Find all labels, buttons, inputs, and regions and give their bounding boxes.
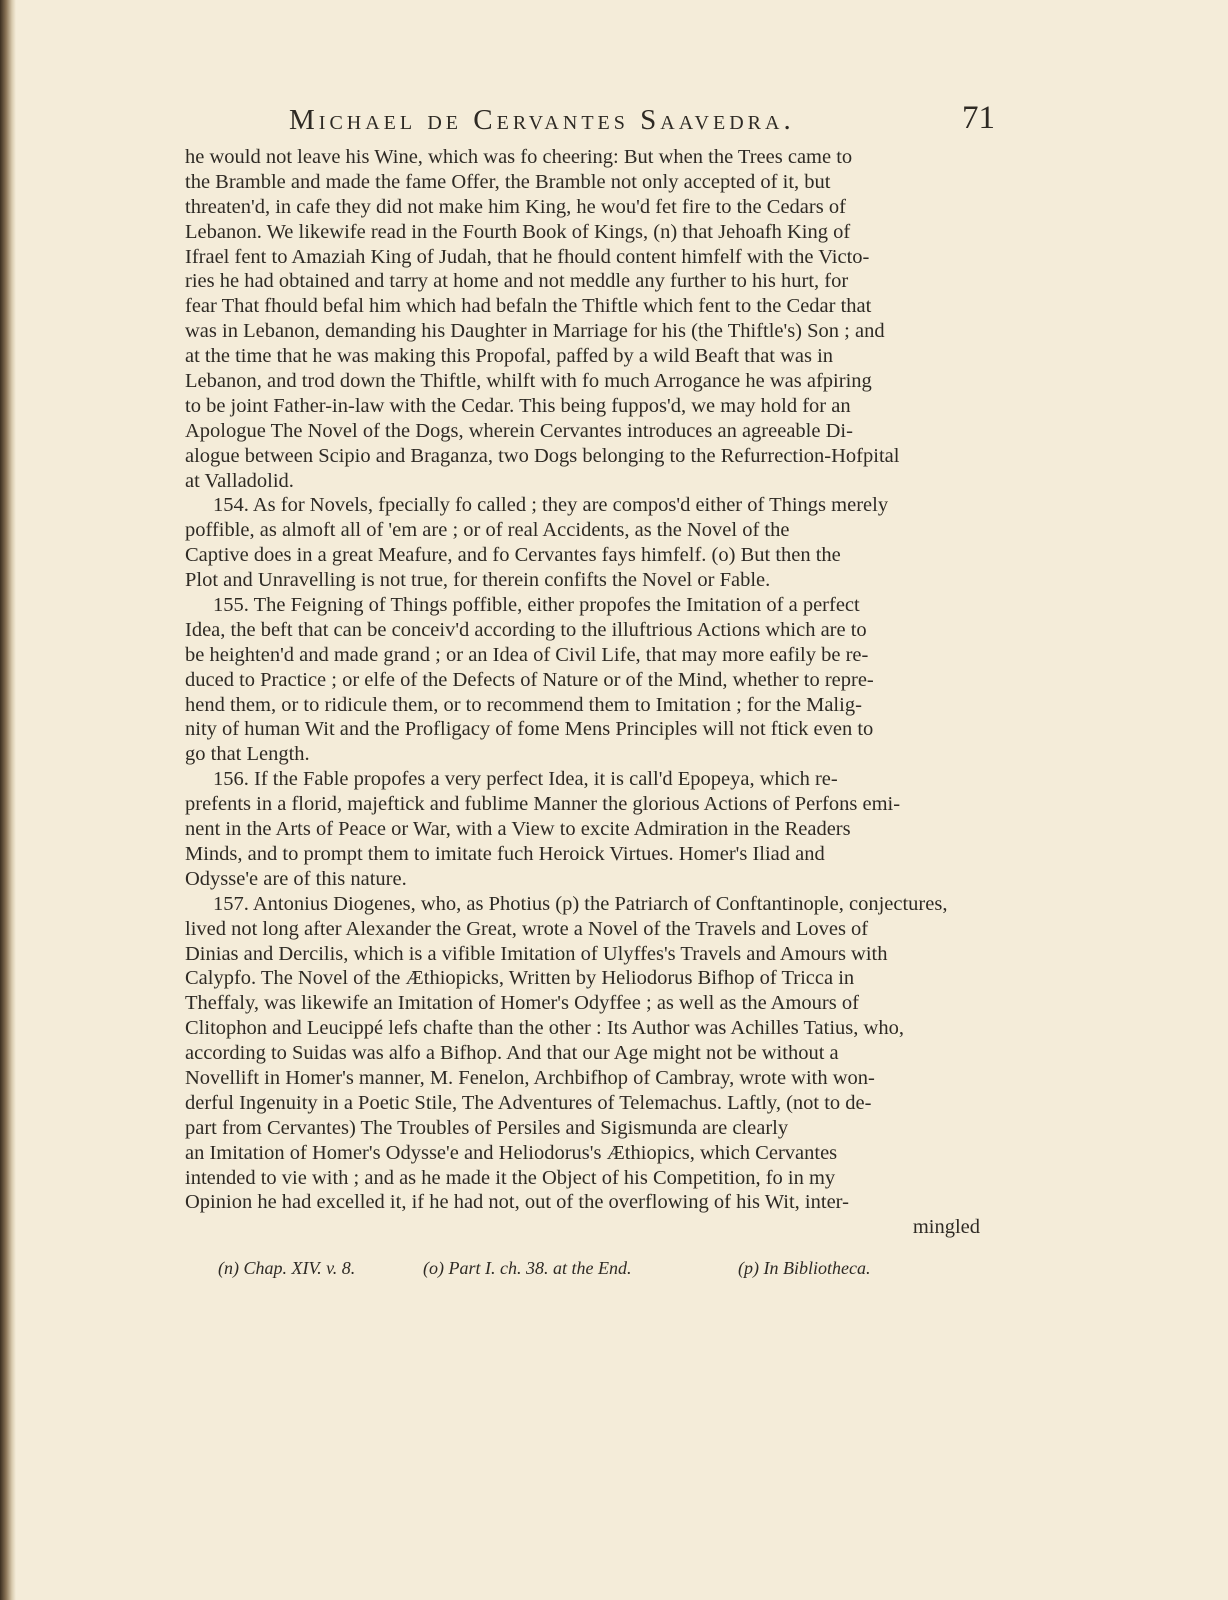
text-line: hend them, or to ridicule them, or to recommend them to Imitation ; for the Malig- xyxy=(185,693,862,716)
text-line: Novellift in Homer's manner, M. Fenelon, Archbifhop of Cambray, wrote with won- xyxy=(185,1066,875,1089)
footnote-p: (p) In Bibliotheca. xyxy=(738,1258,871,1278)
text-line: fear That fhould befal him which had befaln the Thiftle which fent to the Cedar that xyxy=(185,295,872,318)
text-line: Lebanon, and trod down the Thiftle, whilft with fo much Arrogance he was afpiring xyxy=(185,370,872,393)
text-line: go that Length. xyxy=(185,743,310,766)
paragraph-154-start: 154. As for Novels, fpecially fo called ; they are compos'd either of Things merely xyxy=(213,494,889,517)
text-line: he would not leave his Wine, which was fo cheering: But when the Trees came to xyxy=(185,146,853,168)
text-line: according to Suidas was alfo a Bifhop. And that our Age might not be without a xyxy=(185,1042,839,1065)
text-line: the Bramble and made the fame Offer, the Bramble not only accepted of it, but xyxy=(185,170,831,193)
footnote-o: (o) Part I. ch. 38. at the End. xyxy=(423,1258,632,1278)
text-line: part from Cervantes) The Troubles of Persiles and Sigismunda are clearly xyxy=(185,1116,789,1139)
page-number: 71 xyxy=(962,100,995,136)
text-line: derful Ingenuity in a Poetic Stile, The Adventures of Telemachus. Laftly, (not to de- xyxy=(185,1091,872,1114)
text-line: nent in the Arts of Peace or War, with a View to excite Admiration in the Readers xyxy=(185,818,851,841)
text-line: Plot and Unravelling is not true, for therein confifts the Novel or Fable. xyxy=(185,569,771,592)
text-line: lived not long after Alexander the Great, wrote a Novel of the Travels and Loves of xyxy=(185,917,869,940)
body-text xyxy=(185,145,980,1240)
text-line: Dinias and Dercilis, which is a vifible Imitation of Ulyffes's Travels and Amours with xyxy=(185,942,888,965)
running-head: Michael de Cervantes Saavedra. xyxy=(289,104,795,136)
text-line: Ifrael fent to Amaziah King of Judah, that he fhould content himfelf with the Victo- xyxy=(185,245,870,268)
text-line: Calypfo. The Novel of the Æthiopicks, Written by Heliodorus Bifhop of Tricca in xyxy=(185,967,855,990)
text-line: Minds, and to prompt them to imitate fuch Heroick Virtues. Homer's Iliad and xyxy=(185,842,825,865)
catchword: mingled xyxy=(912,1216,980,1239)
text-line: Lebanon. We likewife read in the Fourth Book of Kings, (n) that Jehoafh King of xyxy=(185,220,851,243)
text-line: an Imitation of Homer's Odysse'e and Heliodorus's Æthiopics, which Cervantes xyxy=(185,1141,838,1164)
text-line: Opinion he had excelled it, if he had not, out of the overflowing of his Wit, inter- xyxy=(185,1191,849,1214)
text-line: Captive does in a great Meafure, and fo Cervantes fays himfelf. (o) But then the xyxy=(185,544,841,567)
text-line: intended to vie with ; and as he made it the Object of his Competition, fo in my xyxy=(185,1166,836,1189)
paragraph-156-start: 156. If the Fable propofes a very perfect Idea, it is call'd Epopeya, which re- xyxy=(213,768,838,791)
footnotes xyxy=(218,1258,918,1284)
footnote-n: (n) Chap. XIV. v. 8. xyxy=(218,1258,356,1278)
text-line: be heighten'd and made grand ; or an Idea of Civil Life, that may more eafily be re- xyxy=(185,643,869,666)
paragraph-155-start: 155. The Feigning of Things poffible, either propofes the Imitation of a perfect xyxy=(213,594,860,617)
text-line: duced to Practice ; or elfe of the Defects of Nature or of the Mind, whether to repre- xyxy=(185,668,874,691)
text-line: at Valladolid. xyxy=(185,469,294,492)
text-line: Odysse'e are of this nature. xyxy=(185,867,407,890)
text-line: poffible, as almoft all of 'em are ; or of real Accidents, as the Novel of the xyxy=(185,519,790,542)
text-line: nity of human Wit and the Profligacy of fome Mens Principles will not ftick even to xyxy=(185,718,874,741)
text-line: ries he had obtained and tarry at home and not meddle any further to his hurt, for xyxy=(185,270,849,293)
text-line: Theffaly, was likewife an Imitation of Homer's Odyffee ; as well as the Amours of xyxy=(185,992,859,1015)
page-header xyxy=(275,100,995,140)
text-line: to be joint Father-in-law with the Cedar. This being fuppos'd, we may hold for an xyxy=(185,394,851,417)
text-line: at the time that he was making this Propofal, paffed by a wild Beaft that was in xyxy=(185,345,834,368)
text-line: Apologue The Novel of the Dogs, wherein Cervantes introduces an agreeable Di- xyxy=(185,419,853,442)
text-line: alogue between Scipio and Braganza, two Dogs belonging to the Refurrection-Hofpital xyxy=(185,444,900,467)
text-line: prefents in a florid, majeftick and fublime Manner the glorious Actions of Perfons emi- xyxy=(185,793,901,816)
paragraph-157-start: 157. Antonius Diogenes, who, as Photius (p) the Patriarch of Conftantinople, conjectures, xyxy=(213,892,948,915)
book-gutter xyxy=(0,0,16,1600)
text-line: threaten'd, in cafe they did not make him King, he wou'd fet fire to the Cedars of xyxy=(185,195,846,218)
text-line: Idea, the beft that can be conceiv'd according to the illuftrious Actions which are to xyxy=(185,618,867,641)
text-line: Clitophon and Leucippé lefs chafte than the other : Its Author was Achilles Tatius, who, xyxy=(185,1017,904,1040)
text-line: was in Lebanon, demanding his Daughter in Marriage for his (the Thiftle's) Son ; and xyxy=(185,320,885,343)
